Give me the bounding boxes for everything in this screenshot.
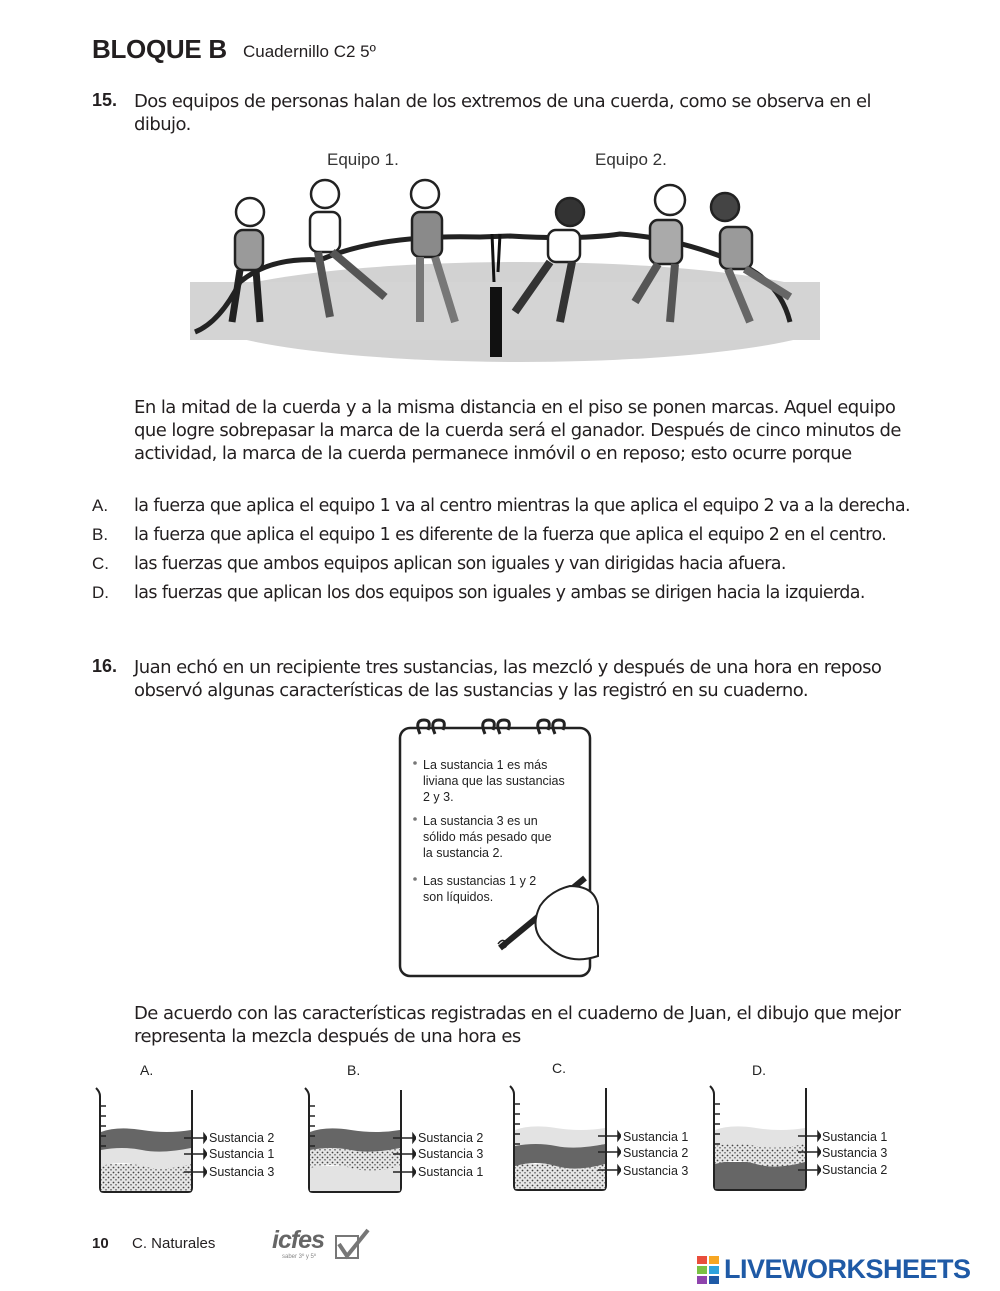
- option-a-letter: A.: [92, 496, 109, 515]
- option-b-text[interactable]: la fuerza que aplica el equipo 1 es diferente de la fuerza que aplica el equipo 2 en el centro.: [134, 525, 887, 545]
- beaker-c-letter[interactable]: C.: [552, 1060, 566, 1076]
- beaker-a-label-3: Sustancia 3: [209, 1165, 275, 1179]
- question-15-number: 15.: [92, 90, 118, 110]
- liveworksheets-brand[interactable]: LIVEWORKSHEETS: [724, 1254, 971, 1284]
- note-1-line-1: La sustancia 1 es más: [423, 758, 548, 772]
- icfes-tagline: saber 3º y 5º: [282, 1254, 317, 1260]
- question-15-paragraph-line-3: actividad, la marca de la cuerda permanece inmóvil o en reposo; esto ocurre porque: [134, 443, 852, 464]
- beaker-d-label-2: Sustancia 3: [822, 1146, 888, 1160]
- question-15-line-2: dibujo.: [134, 114, 191, 135]
- beaker-b-label-2: Sustancia 3: [418, 1147, 484, 1161]
- beaker-d[interactable]: [706, 1084, 821, 1192]
- page-subtitle: Cuadernillo C2 5º: [243, 42, 376, 61]
- beaker-c-label-2: Sustancia 2: [623, 1146, 689, 1160]
- option-d-letter: D.: [92, 583, 109, 602]
- beaker-b[interactable]: [301, 1086, 416, 1194]
- icfes-logo: icfes: [272, 1226, 324, 1254]
- note-1-line-2: liviana que las sustancias: [423, 774, 565, 788]
- beaker-d-label-1: Sustancia 1: [822, 1130, 888, 1144]
- option-c-text[interactable]: las fuerzas que ambos equipos aplican son iguales y van dirigidas hacia afuera.: [134, 554, 786, 574]
- option-a-text[interactable]: la fuerza que aplica el equipo 1 va al centro mientras la que aplica el equipo 2 va a la derecha.: [134, 496, 910, 516]
- beaker-c[interactable]: [506, 1084, 621, 1192]
- question-16-number: 16.: [92, 656, 118, 676]
- question-16-line-2: observó algunas características de las sustancias y las registró en su cuaderno.: [134, 680, 809, 701]
- beaker-a[interactable]: [92, 1086, 207, 1194]
- note-2-line-2: sólido más pesado que: [423, 830, 552, 844]
- question-15-line-1: Dos equipos de personas halan de los extremos de una cuerda, como se observa en el: [134, 91, 871, 112]
- liveworksheets-logo-icon: [697, 1256, 721, 1284]
- option-b-letter: B.: [92, 525, 109, 544]
- beaker-c-label-1: Sustancia 1: [623, 1130, 689, 1144]
- beaker-c-label-3: Sustancia 3: [623, 1164, 689, 1178]
- checkmark-icon: [334, 1228, 370, 1260]
- beaker-a-label-1: Sustancia 2: [209, 1131, 275, 1145]
- tug-of-war-illustration: [180, 172, 820, 372]
- note-1-line-3: 2 y 3.: [423, 790, 454, 804]
- option-c-letter: C.: [92, 554, 109, 573]
- page-title: BLOQUE B: [92, 34, 227, 64]
- beaker-a-letter[interactable]: A.: [140, 1062, 154, 1078]
- question-15-paragraph-line-1: En la mitad de la cuerda y a la misma distancia en el piso se ponen marcas. Aquel equipo: [134, 397, 896, 418]
- note-2-line-3: la sustancia 2.: [423, 846, 503, 860]
- beaker-b-label-3: Sustancia 1: [418, 1165, 484, 1179]
- note-3-line-1: Las sustancias 1 y 2: [423, 874, 537, 888]
- question-15-paragraph-line-2: que logre sobrepasar la marca de la cuerda será el ganador. Después de cinco minutos de: [134, 420, 901, 441]
- beaker-d-letter[interactable]: D.: [752, 1062, 766, 1078]
- team-2-label: Equipo 2.: [595, 150, 667, 169]
- note-3-line-2: son líquidos.: [423, 890, 494, 904]
- question-16-paragraph-line-1: De acuerdo con las características registradas en el cuaderno de Juan, el dibujo que mejor: [134, 1003, 901, 1024]
- beaker-b-label-1: Sustancia 2: [418, 1131, 484, 1145]
- question-16-paragraph-line-2: representa la mezcla después de una hora es: [134, 1026, 521, 1047]
- beaker-b-letter[interactable]: B.: [347, 1062, 361, 1078]
- team-1-label: Equipo 1.: [327, 150, 399, 169]
- subject-label: C. Naturales: [132, 1235, 216, 1252]
- question-16-line-1: Juan echó en un recipiente tres sustancias, las mezcló y después de una hora en reposo: [134, 657, 882, 678]
- beaker-a-label-2: Sustancia 1: [209, 1147, 275, 1161]
- beaker-d-label-3: Sustancia 2: [822, 1163, 888, 1177]
- option-d-text[interactable]: las fuerzas que aplican los dos equipos son iguales y ambas se dirigen hacia la izquierda.: [134, 583, 865, 603]
- page-number: 10: [92, 1235, 109, 1252]
- note-2-line-1: La sustancia 3 es un: [423, 814, 538, 828]
